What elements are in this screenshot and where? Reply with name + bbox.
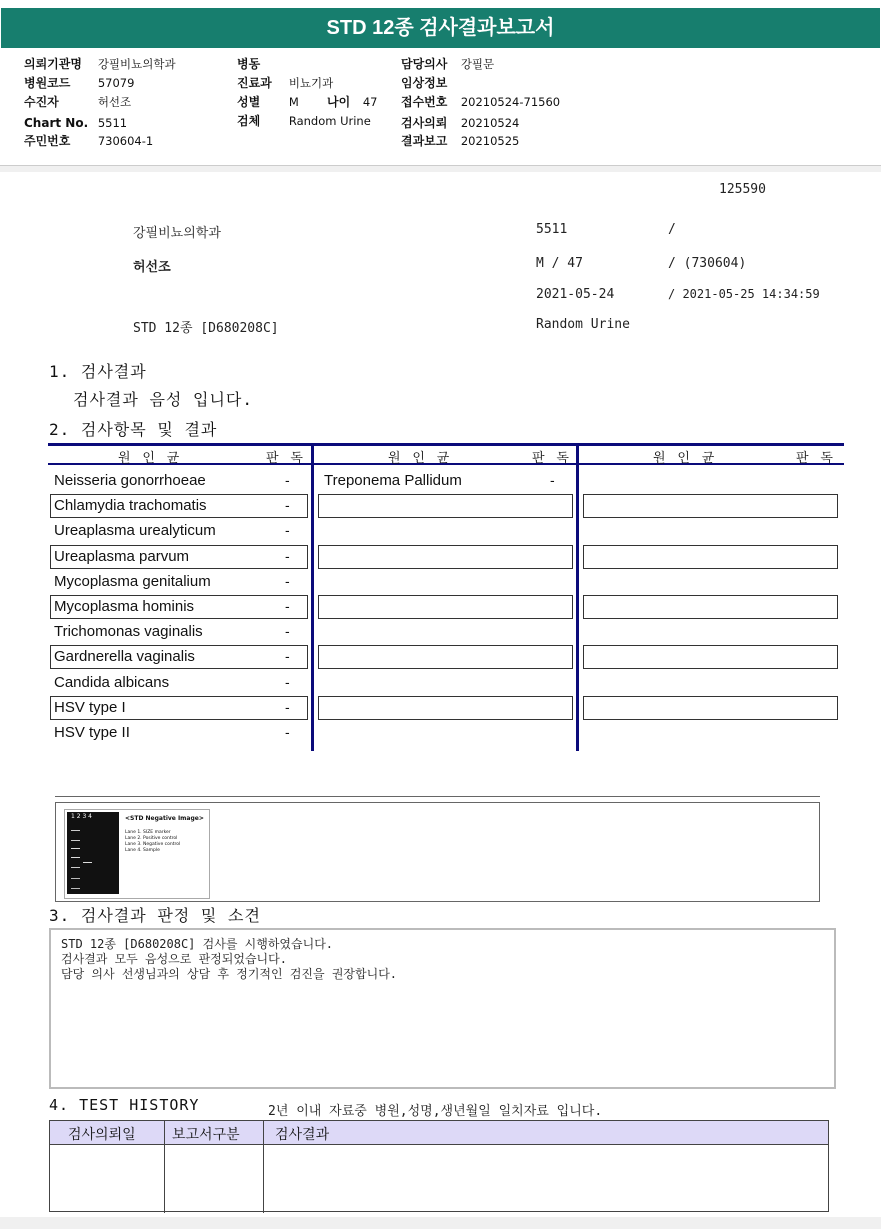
pathogen-name: HSV type I <box>54 698 126 716</box>
footer-strip <box>0 1217 881 1229</box>
image-top-line <box>55 796 820 797</box>
gel-image-box <box>55 802 820 902</box>
history-col-report-type: 보고서구분 <box>172 1127 240 1143</box>
pathogen-result: - <box>285 572 290 589</box>
col3-pathogen-header: 원 인 균 <box>653 451 717 466</box>
pathogen-name: Mycoplasma hominis <box>54 598 195 615</box>
empty-result-cell <box>318 494 573 518</box>
section4-title: 4. TEST HISTORY <box>49 1096 200 1114</box>
pathogen-name: Gardnerella vaginalis <box>54 648 195 666</box>
hospital-code-field: 병원코드 57079 <box>24 76 135 90</box>
clinical-field: 임상정보 <box>401 76 448 90</box>
opinion-line: STD 12종 [D680208C] 검사를 시행하였습니다. <box>61 937 334 951</box>
empty-result-cell <box>583 545 838 569</box>
report-date-field: 결과보고 20210525 <box>401 134 520 148</box>
pathogen-result: - <box>285 598 290 614</box>
pathogen-result: - <box>285 547 290 564</box>
history-table <box>49 1120 829 1212</box>
empty-result-cell <box>583 645 838 669</box>
history-col-result: 검사결과 <box>275 1127 330 1143</box>
pathogen-name: Candida albicans <box>54 673 170 691</box>
dept-field: 진료과 비뇨기과 <box>237 76 334 90</box>
ward-field: 병동 <box>237 57 261 71</box>
pathogen-name: Ureaplasma urealyticum <box>54 522 216 540</box>
report-chart: 5511 <box>536 222 568 237</box>
grid-divider-2 <box>576 443 579 751</box>
pathogen-result: - <box>285 648 290 665</box>
pathogen-name: Ureaplasma parvum <box>54 547 190 565</box>
grid-top-line <box>48 443 844 446</box>
opinion-line: 검사결과 모두 음성으로 판정되었습니다. <box>61 952 287 966</box>
history-divider <box>263 1121 264 1213</box>
institution-field: 의뢰기관명 강필비뇨의학과 <box>24 57 176 71</box>
gel-lane-numbers: 1 2 3 4 <box>71 813 92 820</box>
doctor-field: 담당의사 강필문 <box>401 57 495 71</box>
pathogen-result: - <box>285 673 290 690</box>
patient-field: 수진자 허선조 <box>24 95 132 109</box>
id-field: 주민번호 730604-1 <box>24 134 154 148</box>
opinion-box <box>49 928 836 1089</box>
request-field: 검사의뢰 20210524 <box>401 116 520 130</box>
pathogen-result: - <box>285 724 290 740</box>
report-specimen: Random Urine <box>536 317 630 332</box>
section1-text: 검사결과 음성 입니다. <box>73 390 254 409</box>
col2-row-name: Treponema Pallidum <box>324 472 462 489</box>
sex-field: 성별 M <box>237 95 299 109</box>
result-grid <box>48 443 844 751</box>
pathogen-name: HSV type II <box>54 724 130 741</box>
section1-title: 1. 검사결과 <box>49 362 147 381</box>
separator <box>0 166 881 172</box>
pathogen-result: - <box>285 623 290 640</box>
age-field: 나이 47 <box>327 95 378 109</box>
report-patient: 허선조 <box>133 260 171 275</box>
gel-image <box>64 809 210 899</box>
section3-title: 3. 검사결과 판정 및 소견 <box>49 906 261 925</box>
report-number: 125590 <box>719 182 766 197</box>
pathogen-name: Trichomonas vaginalis <box>54 623 203 641</box>
empty-result-cell <box>318 545 573 569</box>
col2-pathogen-header: 원 인 균 <box>388 451 452 466</box>
empty-result-cell <box>583 696 838 720</box>
pathogen-name: Chlamydia trachomatis <box>54 497 207 515</box>
receipt-field: 접수번호 20210524-71560 <box>401 95 561 109</box>
report-slash: / <box>668 222 676 237</box>
report-clinic: 강필비뇨의학과 <box>133 226 221 241</box>
specimen-field: 검체 Random Urine <box>237 114 371 128</box>
pathogen-result: - <box>285 472 290 488</box>
top-strip <box>0 0 881 8</box>
chart-field: Chart No. 5511 <box>24 116 128 130</box>
gel-photo <box>67 812 119 894</box>
col2-row-result: - <box>550 472 555 488</box>
report-sex-age: M / 47 <box>536 256 583 271</box>
history-divider <box>164 1121 165 1213</box>
report-datetime: / 2021-05-25 14:34:59 <box>668 287 820 301</box>
empty-result-cell <box>318 595 573 619</box>
col1-pathogen-header: 원 인 균 <box>118 451 182 466</box>
pathogen-result: - <box>285 698 290 715</box>
pathogen-result: - <box>285 497 290 514</box>
pathogen-name: Neisseria gonorrhoeae <box>54 472 206 489</box>
history-col-request-date: 검사의뢰일 <box>68 1127 136 1143</box>
section4-note: 2년 이내 자료중 병원,성명,생년월일 일치자료 입니다. <box>268 1104 603 1119</box>
report-request-date: 2021-05-24 <box>536 287 615 302</box>
report-test-name: STD 12종 [D680208C] <box>133 321 279 336</box>
history-header <box>50 1121 828 1145</box>
grid-divider-1 <box>311 443 314 751</box>
empty-result-cell <box>583 494 838 518</box>
pathogen-result: - <box>285 522 290 539</box>
report-header <box>0 48 881 166</box>
gel-legend: Lane 1. SIZE marker Lane 2. Positive control Lane 3. Negative control Lane 4. Sample <box>125 830 181 853</box>
pathogen-name: Mycoplasma genitalium <box>54 572 211 590</box>
report-title: STD 12종 검사결과보고서 <box>1 8 880 48</box>
empty-result-cell <box>583 595 838 619</box>
section2-title: 2. 검사항목 및 결과 <box>49 420 218 439</box>
col1-result-header: 판 독 <box>266 451 305 466</box>
empty-result-cell <box>318 645 573 669</box>
gel-caption: <STD Negative Image> <box>125 815 204 822</box>
col3-result-header: 판 독 <box>796 451 835 466</box>
empty-result-cell <box>318 696 573 720</box>
report-birth: / (730604) <box>668 256 747 271</box>
opinion-line: 담당 의사 선생님과의 상담 후 정기적인 검진을 권장합니다. <box>61 967 398 981</box>
col2-result-header: 판 독 <box>532 451 571 466</box>
